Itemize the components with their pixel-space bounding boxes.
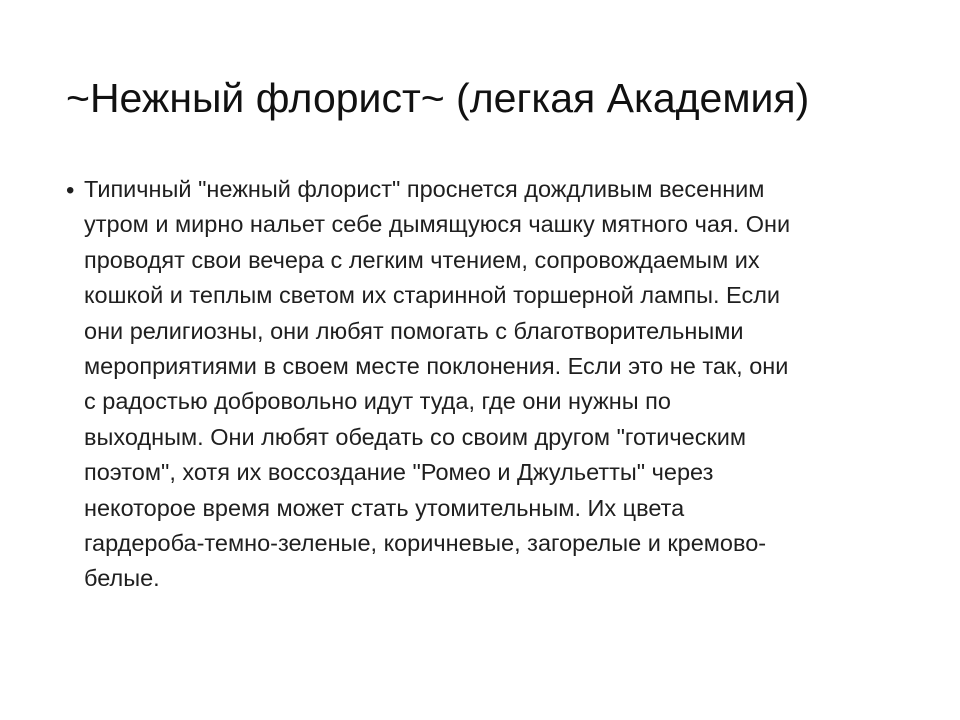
bullet-item — [66, 172, 896, 597]
bullet-list — [66, 172, 896, 597]
slide-title: ~Нежный флорист~ (легкая Академия) — [66, 75, 810, 121]
bullet-marker: • — [66, 177, 75, 204]
bullet-text: Типичный "нежный флорист" проснется дождливым весенним утром и мирно нальет себе дымящуюся чашку мятного чая. Они проводят свои вечера с легким чтением, сопровождаемым их кошкой и теплым светом их старинной торшерной лампы. Если они религиозны, они любят помогать с благотворительными мероприятиями в своем месте поклонения. Если это не так, они с радостью добровольно идут туда, где они нужны по выходным. Они любят обедать со своим другом "готическим поэтом", хотя их воссоздание "Ромео и Джульетты" через некоторое время может стать утомительным. Их цвета гардероба-темно-зеленые, коричневые, загорелые и кремово- белые. — [84, 176, 791, 592]
slide-content — [66, 172, 896, 597]
